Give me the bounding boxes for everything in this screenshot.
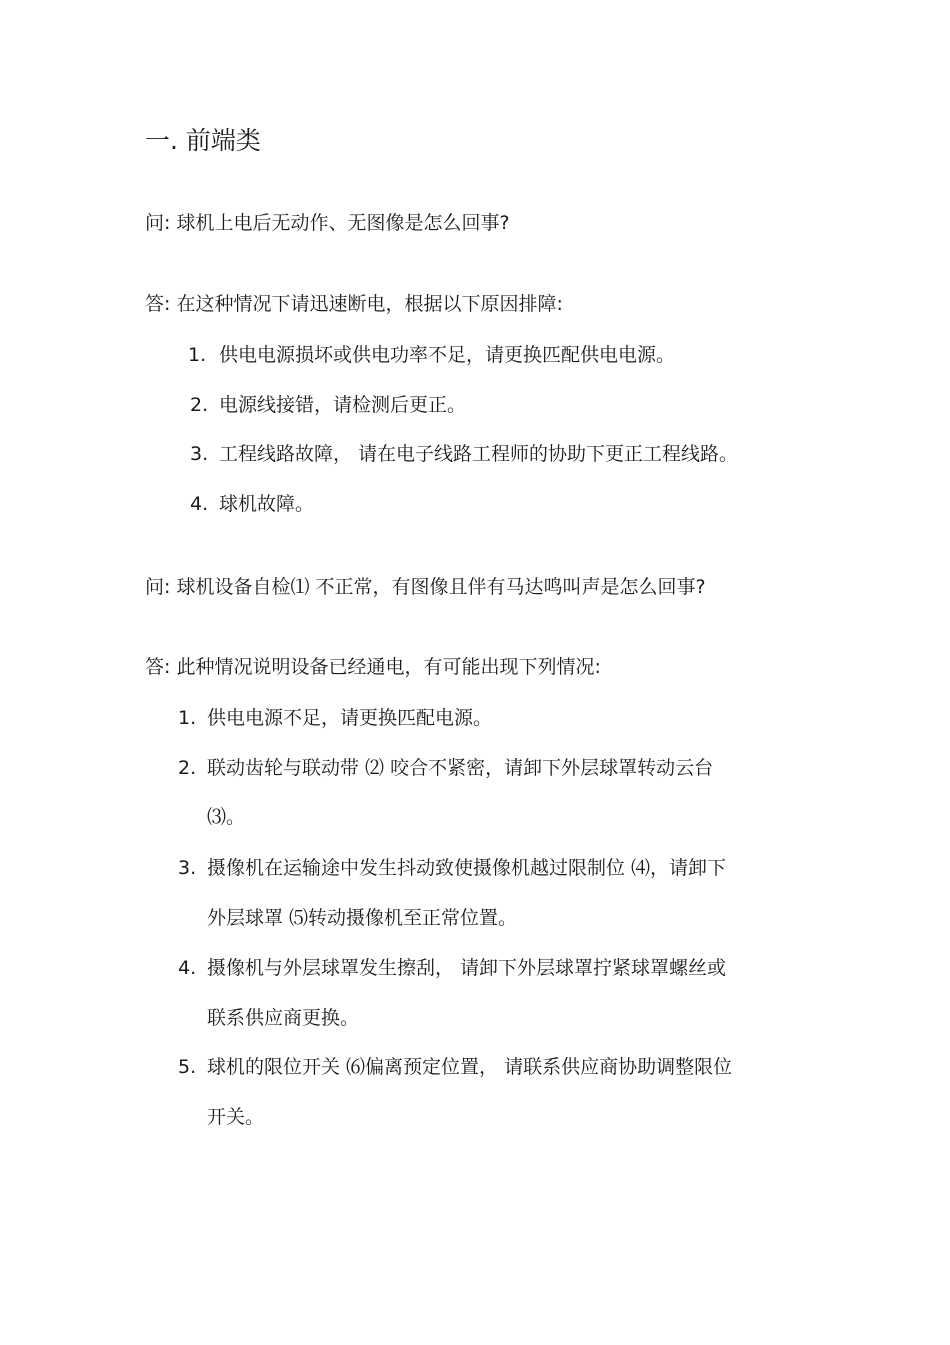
list-text: 电源线接错，请检测后更正。 — [219, 394, 467, 416]
list-text: 供电电源损坏或供电功率不足，请更换匹配供电电源。 — [219, 344, 676, 366]
list-number: 4. — [178, 957, 197, 979]
list-text: 联动齿轮与联动带 ⑵ 咬合不紧密，请卸下外层球罩转动云台 — [207, 757, 714, 779]
list-text-continuation: 开关。 — [207, 1106, 265, 1128]
list-text: 供电电源不足，请更换匹配电源。 — [207, 707, 493, 729]
list-item — [178, 706, 492, 730]
list-item — [178, 956, 726, 980]
section-heading: 一. 前端类 — [145, 126, 261, 155]
list-text: 球机的限位开关 ⑹偏离预定位置， 请联系供应商协助调整限位 — [207, 1056, 733, 1078]
list-item — [190, 492, 314, 516]
list-text: 摄像机与外层球罩发生擦刮， 请卸下外层球罩拧紧球罩螺丝或 — [207, 957, 727, 979]
list-item — [178, 856, 726, 880]
question-1: 问: 球机上电后无动作、无图像是怎么回事? — [145, 212, 510, 234]
list-text-continuation: 联系供应商更换。 — [207, 1007, 360, 1029]
list-item — [178, 1055, 732, 1079]
list-text-continuation: 外层球罩 ⑸转动摄像机至正常位置。 — [207, 907, 518, 929]
list-number: 1. — [178, 707, 197, 729]
list-number: 2. — [190, 394, 209, 416]
list-item — [190, 393, 466, 417]
list-text: 工程线路故障， 请在电子线路工程师的协助下更正工程线路。 — [219, 443, 739, 465]
list-text-continuation: ⑶。 — [207, 806, 246, 828]
list-item — [190, 442, 738, 466]
list-number: 4. — [190, 493, 209, 515]
list-number: 3. — [190, 443, 209, 465]
answer-1: 答: 在这种情况下请迅速断电，根据以下原因排障: — [145, 293, 563, 315]
list-item — [178, 756, 713, 780]
list-number: 5. — [178, 1056, 197, 1078]
list-number: 3. — [178, 857, 197, 879]
list-text: 摄像机在运输途中发生抖动致使摄像机越过限制位 ⑷，请卸下 — [207, 857, 727, 879]
list-number: 2. — [178, 757, 197, 779]
question-2: 问: 球机设备自检⑴ 不正常，有图像且伴有马达鸣叫声是怎么回事? — [145, 576, 706, 598]
list-item — [188, 343, 675, 367]
list-number: 1. — [188, 344, 207, 366]
answer-2: 答: 此种情况说明设备已经通电，有可能出现下列情况: — [145, 656, 601, 678]
list-text: 球机故障。 — [219, 493, 315, 515]
